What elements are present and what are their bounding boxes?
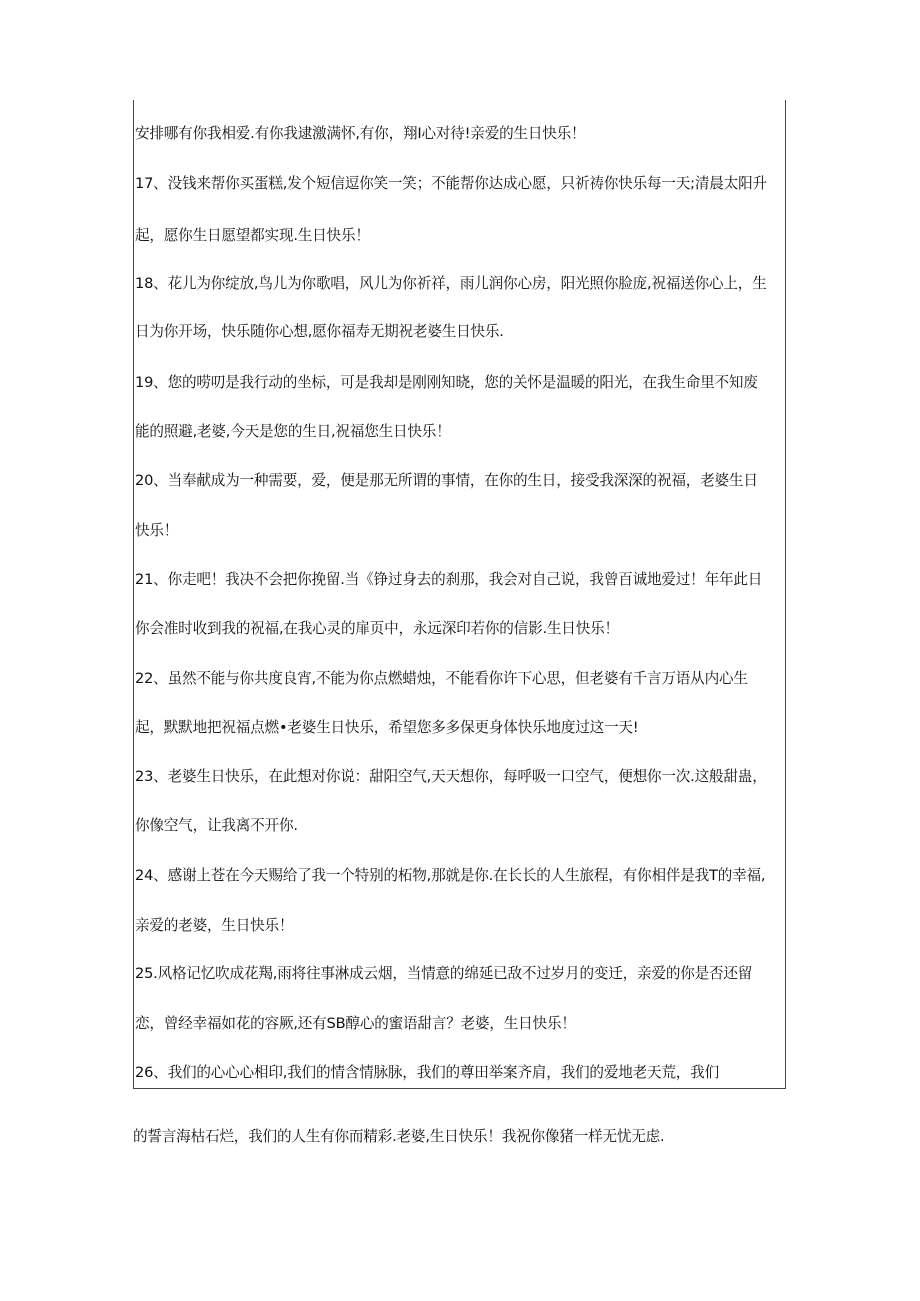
text-line: 23、老婆生日快乐，在此想对你说：甜阳空气,天天想你，每呼吸一口空气，便想你一次.这般甜蛊，	[135, 768, 767, 785]
text-line: 快乐！	[135, 522, 179, 539]
text-line: 26、我们的心心心相印,我们的情含情脉脉，我们的尊田举案齐肩，我们的爱地老天荒，我们	[135, 1064, 719, 1081]
text-line: 24、感谢上苍在今天赐给了我一个特别的柘物,那就是你.在长长的人生旅程，有你相伴是我T的幸福,	[135, 867, 766, 884]
text-frame	[133, 100, 786, 1089]
text-line: 日为你开场，快乐随你心想,愿你福寿无期祝老婆生日快乐.	[135, 323, 504, 340]
text-line: 17、没钱来帮你买蛋糕,发个短信逗你笑一笑；不能帮你达成心愿，只祈祷你快乐每一天;清晨太阳升	[135, 175, 767, 192]
text-line: 起，愿你生日愿望都实现.生日快乐！	[135, 227, 370, 244]
text-line: 安排哪有你我相爱.有你我逮激满怀,有你，翔I心对待!亲爱的生日快乐！	[135, 125, 586, 142]
text-line: 能的照避,老婆,今天是您的生日,祝福您生日快乐！	[135, 423, 451, 440]
text-line: 你会准时收到我的祝福,在我心灵的扉页中，永远深印若你的信影.生日快乐！	[135, 620, 619, 637]
text-line: 20、当奉献成为一种需要，爱，便是那无所谓的事情，在你的生日，接受我深深的祝福，老婆生日	[135, 472, 758, 489]
text-line: 恋，曾经幸福如花的容厥,还有SB醇心的蜜语甜言？老婆，生日快乐！	[135, 1015, 576, 1032]
footer-text-line: 的誓言海枯石烂，我们的人生有你而精彩.老婆,生日快乐！我祝你像猪一样无忧无虑.	[133, 1128, 665, 1145]
text-line: 25.风格记忆吹成花羯,雨将往事淋成云烟，当情意的绵延已敌不过岁月的变迁，亲爱的你是否还留	[135, 965, 753, 982]
text-line: 亲爱的老婆，生日快乐！	[135, 917, 294, 934]
text-line: 19、您的唠叨是我行动的坐标，可是我却是刚刚知晓，您的关怀是温暖的阳光，在我生命里不知废	[135, 374, 758, 391]
text-line: 22、虽然不能与你共度良宵,不能为你点燃蜡烛，不能看你许下心思，但老婆有千言万语从内心生	[135, 670, 748, 687]
text-line: 你像空气，让我离不开你.	[135, 817, 298, 834]
text-line: 18、花儿为你绽放,鸟儿为你歌唱，风儿为你祈祥，雨儿润你心房，阳光照你脸庞,祝福送你心上，生	[135, 275, 767, 292]
text-line: 21、你走吧！我决不会把你挽留.当《铮过身去的刹那，我会对自己说，我曾百诚地爱过！年年此日	[135, 571, 763, 588]
text-line: 起，默默地把祝福点燃•老婆生日快乐，希望您多多保更身体快乐地度过这一天!	[135, 719, 639, 736]
